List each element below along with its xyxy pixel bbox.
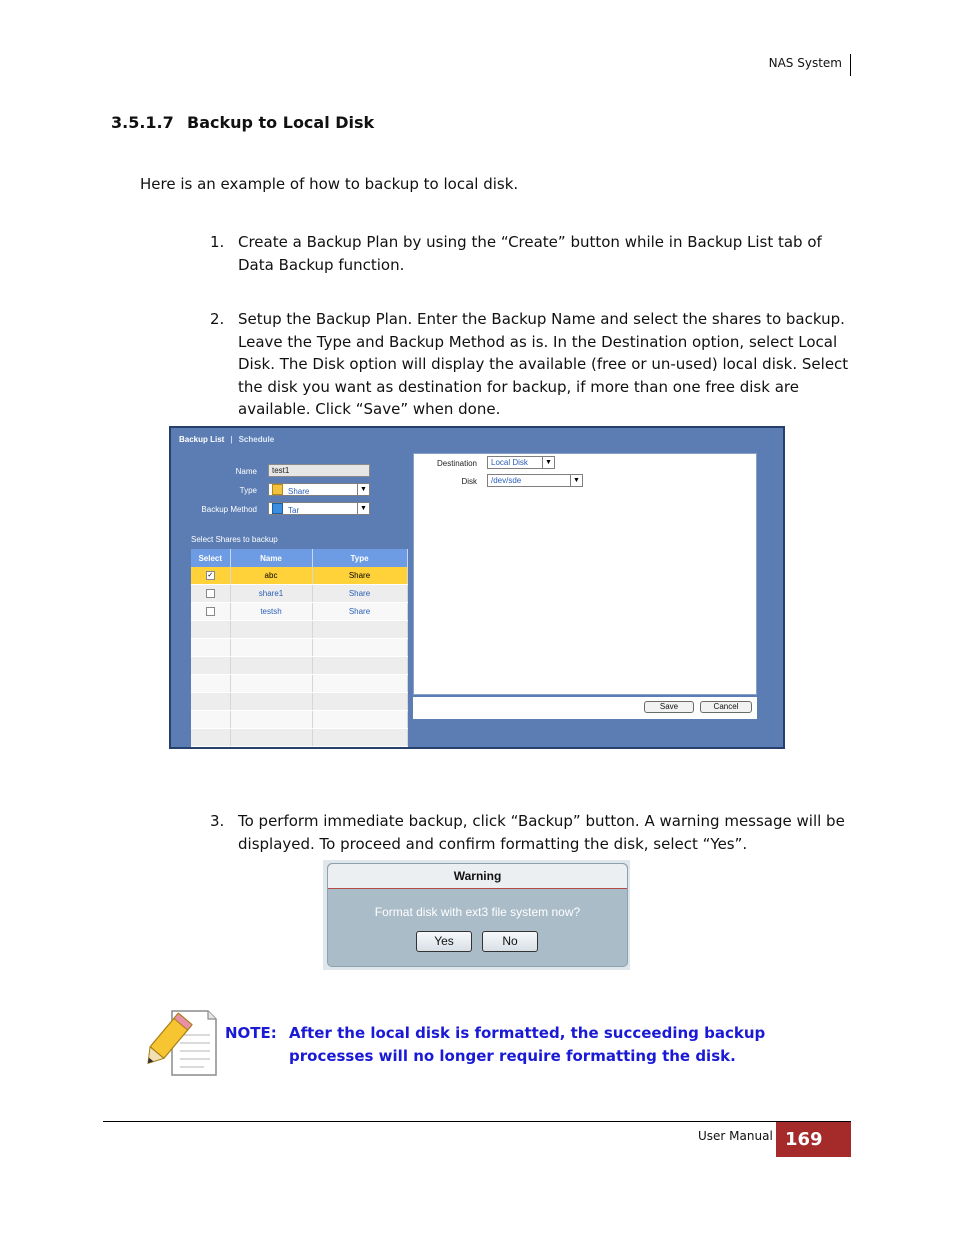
destination-label: Destination [436,459,477,468]
col-select: Select [191,549,230,567]
cancel-button[interactable]: Cancel [700,701,752,713]
share-type: Share [312,603,407,621]
dialog-message: Format disk with ext3 file system now? [374,905,581,919]
method-select[interactable] [268,502,370,515]
tab-backup-list[interactable]: Backup List [179,435,225,444]
chevron-down-icon: ▼ [357,484,369,495]
table-row-empty [191,657,407,675]
method-label: Backup Method [201,505,257,514]
name-label: Name [235,467,257,476]
table-row[interactable] [191,603,407,621]
share-folder-icon [272,484,283,495]
backup-form-screenshot [169,426,785,749]
tar-icon [272,503,283,514]
destination-select[interactable] [487,456,555,469]
dialog-title: Warning [328,864,627,889]
note-label: NOTE: [225,1024,277,1042]
chevron-down-icon: ▼ [542,457,554,468]
shares-table [191,549,407,719]
col-name: Name [230,549,312,567]
step-3 [210,810,850,855]
share-name: testsh [230,603,312,621]
table-row-empty [191,621,407,639]
type-label: Type [239,486,257,495]
destination-select-value: Local Disk [491,458,528,467]
step-1 [210,231,850,276]
section-heading [111,113,374,132]
step-text: Setup the Backup Plan. Enter the Backup Name and select the shares to backup. Leave the Type and Backup Method as is. In the Destination option, select Local Disk. The Disk option will display the available (free or un-used) local disk. Select the disk you want as destination for backup, if more than one free disk are available. Click “Save” when done. [238,310,849,418]
step-text: Create a Backup Plan by using the “Create” button while in Backup List tab of Data Backup function. [238,233,822,274]
backup-form-panel [171,428,783,747]
disk-select[interactable] [487,474,583,487]
footer-divider [103,1121,851,1122]
share-name: abc [230,567,312,585]
shares-caption: Select Shares to backup [191,535,278,544]
share-type: Share [312,585,407,603]
table-row-empty [191,729,407,747]
step-2 [210,308,850,421]
disk-label: Disk [461,477,477,486]
tab-schedule[interactable]: Schedule [238,435,275,444]
section-title: Backup to Local Disk [187,113,375,132]
checkbox[interactable] [206,589,215,598]
type-select-value: Share [288,487,310,496]
table-row-empty [191,675,407,693]
table-row-empty [191,639,407,657]
col-type: Type [312,549,407,567]
backup-tabs: Backup List | Schedule [179,435,275,444]
page-number: 169 [776,1122,851,1157]
table-row-empty [191,693,407,711]
table-row[interactable] [191,585,407,603]
step-number: 1. [210,233,225,251]
header-divider [850,54,851,76]
footer-text: User Manual [698,1129,773,1143]
intro-paragraph: Here is an example of how to backup to local disk. [140,175,519,193]
note-line-1: After the local disk is formatted, the succeeding backup [289,1024,766,1042]
warning-dialog-screenshot [323,860,630,970]
note-block [225,1022,765,1068]
note-pencil-icon [144,1009,218,1079]
save-button[interactable]: Save [644,701,694,713]
form-button-bar [413,697,757,719]
table-row-empty [191,711,407,729]
name-input[interactable]: test1 [268,464,370,477]
no-button[interactable]: No [482,931,538,952]
share-name: share1 [230,585,312,603]
table-row[interactable] [191,567,407,585]
doc-header-title: NAS System [768,56,842,70]
step-number: 3. [210,812,225,830]
step-number: 2. [210,310,225,328]
chevron-down-icon: ▼ [357,503,369,514]
disk-select-value: /dev/sde [491,476,522,485]
type-select[interactable] [268,483,370,496]
note-line-2: processes will no longer require formatting the disk. [289,1047,736,1065]
method-select-value: Tar [288,506,300,515]
section-number: 3.5.1.7 [111,113,174,132]
yes-button[interactable]: Yes [416,931,472,952]
checkbox[interactable] [206,607,215,616]
checkbox-checked[interactable]: ✓ [207,572,214,580]
chevron-down-icon: ▼ [570,475,582,486]
table-header [191,549,407,567]
warning-dialog [327,863,628,967]
step-text: To perform immediate backup, click “Backup” button. A warning message will be displayed. To proceed and confirm formatting the disk, select “Yes”. [238,812,845,853]
share-type: Share [312,567,407,585]
destination-panel [413,453,757,695]
